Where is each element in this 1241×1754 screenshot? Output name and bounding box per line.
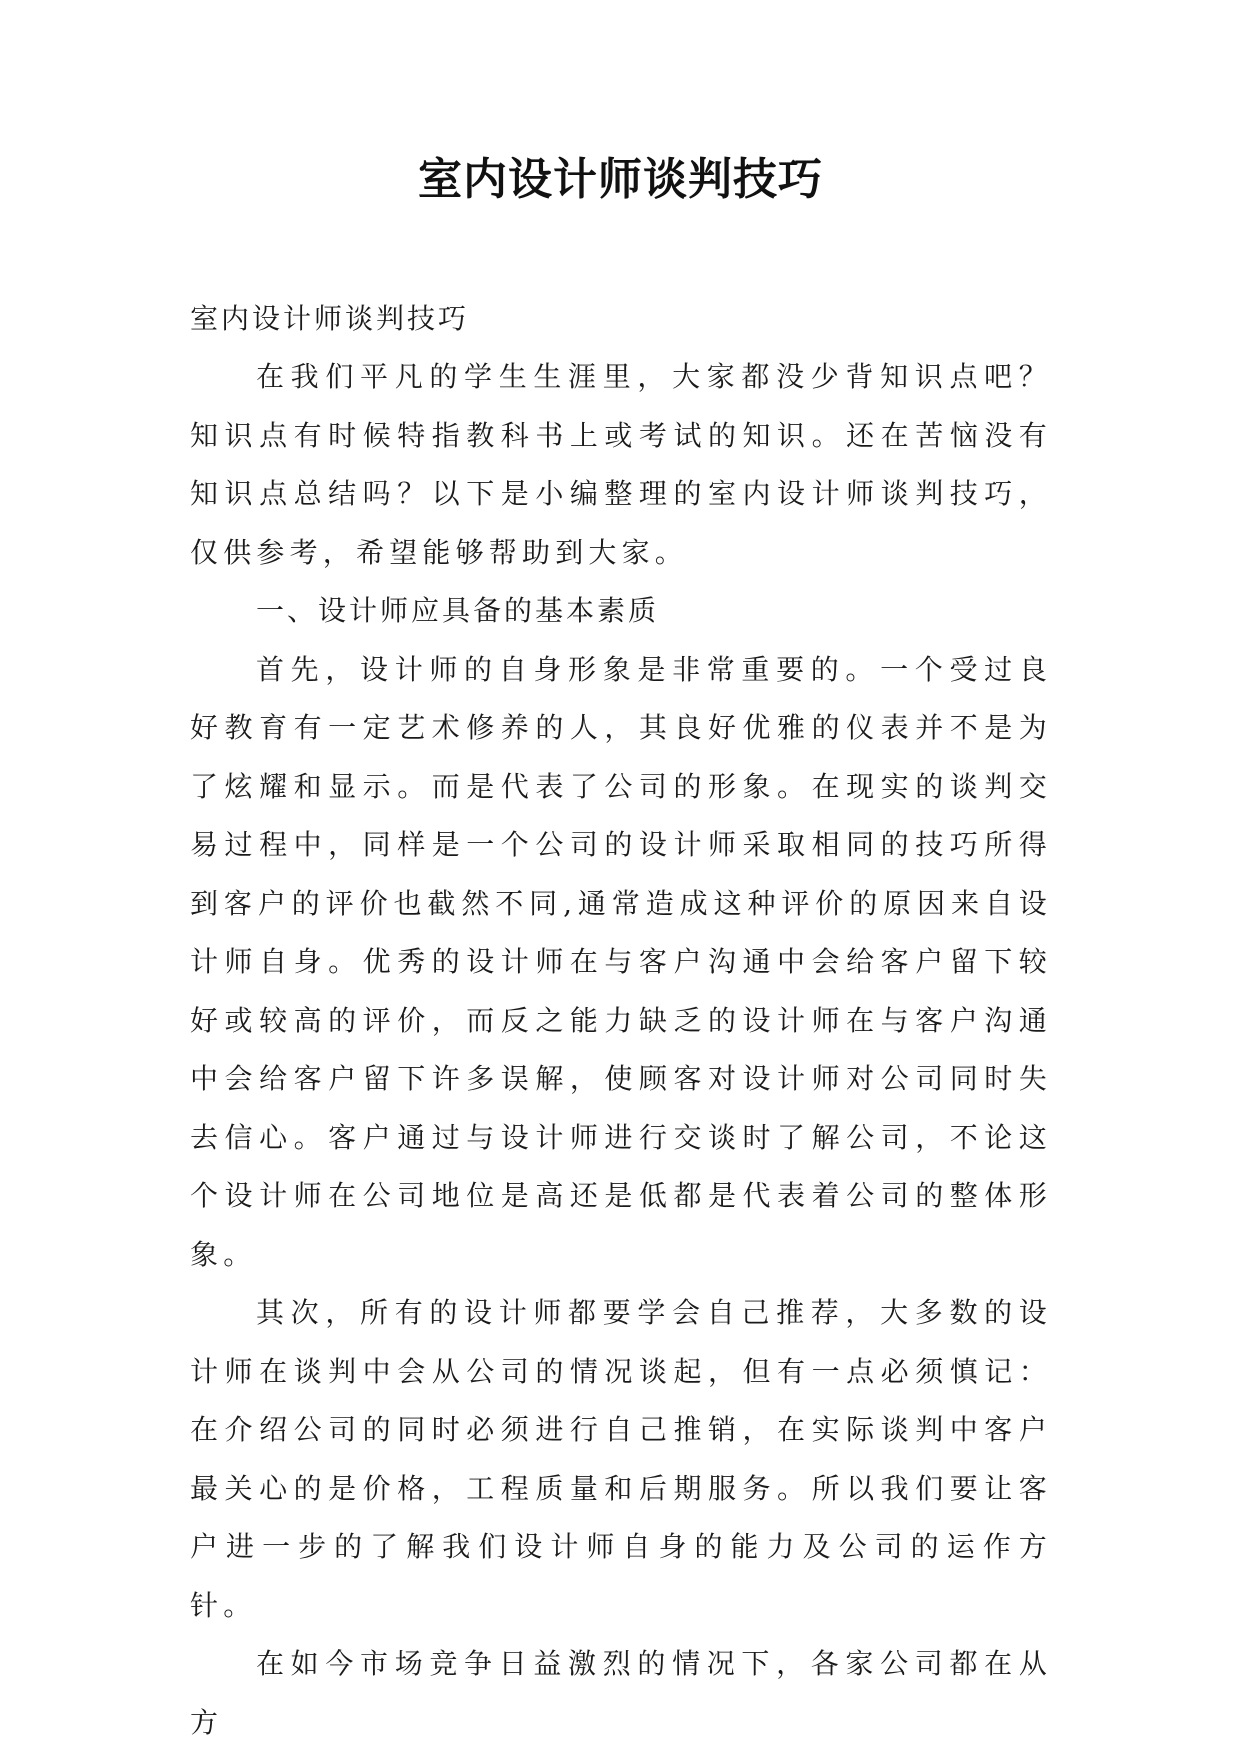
section-heading: 一、设计师应具备的基本素质 [256, 594, 660, 627]
body-paragraph-3: 在如今市场竞争日益激烈的情况下，各家公司都在从方 [190, 1647, 1052, 1739]
body-paragraph-2: 其次，所有的设计师都要学会自己推荐，大多数的设计师在谈判中会从公司的情况谈起，但有一点必须慎记：在介绍公司的同时必须进行自己推销，在实际谈判中客户最关心的是价格，工程质量和后期服务。所以我们要让客户进一步的了解我们设计师自身的能力及公司的运作方针。 [190, 1296, 1052, 1622]
document-subtitle: 室内设计师谈判技巧 [190, 302, 470, 335]
intro-paragraph: 在我们平凡的学生生涯里，大家都没少背知识点吧？知识点有时候特指教科书上或考试的知识。还在苦恼没有知识点总结吗？以下是小编整理的室内设计师谈判技巧，仅供参考，希望能够帮助到大家。 [190, 360, 1052, 569]
body-paragraph-1: 首先，设计师的自身形象是非常重要的。一个受过良好教育有一定艺术修养的人，其良好优雅的仪表并不是为了炫耀和显示。而是代表了公司的形象。在现实的谈判交易过程中，同样是一个公司的设计师采取相同的技巧所得到客户的评价也截然不同,通常造成这种评价的原因来自设计师自身。优秀的设计师在与客户沟通中会给客户留下较好或较高的评价，而反之能力缺乏的设计师在与客户沟通中会给客户留下许多误解，使顾客对设计师对公司同时失去信心。客户通过与设计师进行交谈时了解公司，不论这个设计师在公司地位是高还是低都是代表着公司的整体形象。 [190, 652, 1052, 1271]
document-title: 室内设计师谈判技巧 [418, 154, 823, 205]
document-body [190, 290, 1052, 1752]
